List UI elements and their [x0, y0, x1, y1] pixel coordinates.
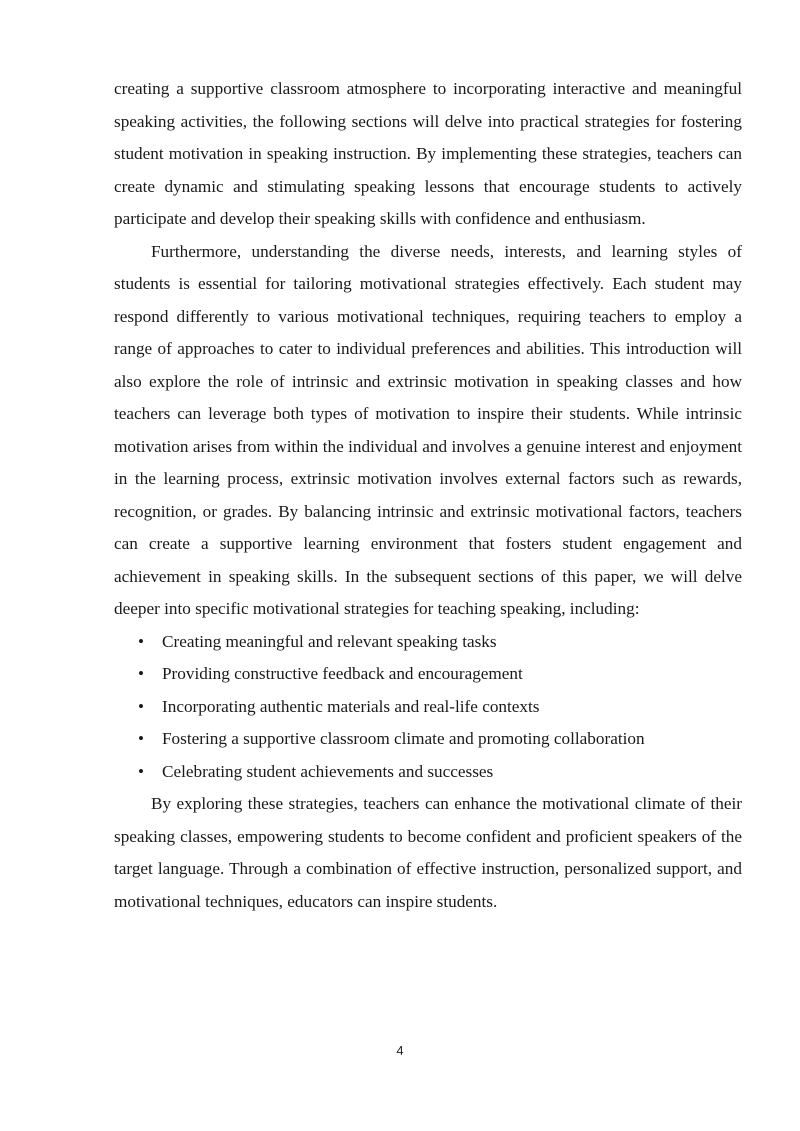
- paragraph-continuation: creating a supportive classroom atmosphere to incorporating interactive and meaningful speaking activities, the following sections will delve into practical strategies for fostering student motivation in speaking instruction. By implementing these strategies, teachers can create dynamic and stimulating speaking lessons that encourage students to actively participate and develop their speaking skills with confidence and enthusiasm.: [114, 79, 742, 228]
- bullet-icon: •: [138, 696, 145, 716]
- list-item: [138, 626, 742, 659]
- paragraph-furthermore: Furthermore, understanding the diverse needs, interests, and learning styles of students is essential for tailoring motivational strategies effectively. Each student may respond differently to various motivational techniques, requiring teachers to employ a range of approaches to cater to individual preferences and abilities. This introduction will also explore the role of intrinsic and extrinsic motivation in speaking classes and how teachers can leverage both types of motivation to inspire their students. While intrinsic motivation arises from within the individual and involves a genuine interest and enjoyment in the learning process, extrinsic motivation involves external factors such as rewards, recognition, or grades. By balancing intrinsic and extrinsic motivational factors, teachers can create a supportive learning environment that fosters student engagement and achievement in speaking skills. In the subsequent sections of this paper, we will delve deeper into specific motivational strategies for teaching speaking, including:: [114, 241, 742, 618]
- list-item: [138, 691, 742, 724]
- body-text: [114, 73, 742, 918]
- list-item: [138, 658, 742, 691]
- bullet-icon: •: [138, 761, 145, 781]
- bullet-icon: •: [138, 631, 145, 651]
- list-item-text: Creating meaningful and relevant speaking tasks: [162, 631, 497, 651]
- page-number: 4: [396, 1043, 404, 1058]
- list-item-text: Incorporating authentic materials and real-life contexts: [162, 696, 540, 716]
- strategy-list: [114, 626, 742, 789]
- list-item-text: Providing constructive feedback and encouragement: [162, 664, 523, 683]
- bullet-icon: •: [138, 729, 145, 748]
- list-item-text: Fostering a supportive classroom climate and promoting collaboration: [162, 729, 645, 748]
- bullet-icon: •: [138, 664, 145, 683]
- paragraph-conclusion: By exploring these strategies, teachers can enhance the motivational climate of their speaking classes, empowering students to become confident and proficient speakers of the target language. Through a combination of effective instruction, personalized support, and motivational techniques, educators can inspire students.: [114, 794, 742, 911]
- list-item: [138, 723, 742, 756]
- list-item: [138, 756, 742, 789]
- list-item-text: Celebrating student achievements and successes: [162, 761, 494, 781]
